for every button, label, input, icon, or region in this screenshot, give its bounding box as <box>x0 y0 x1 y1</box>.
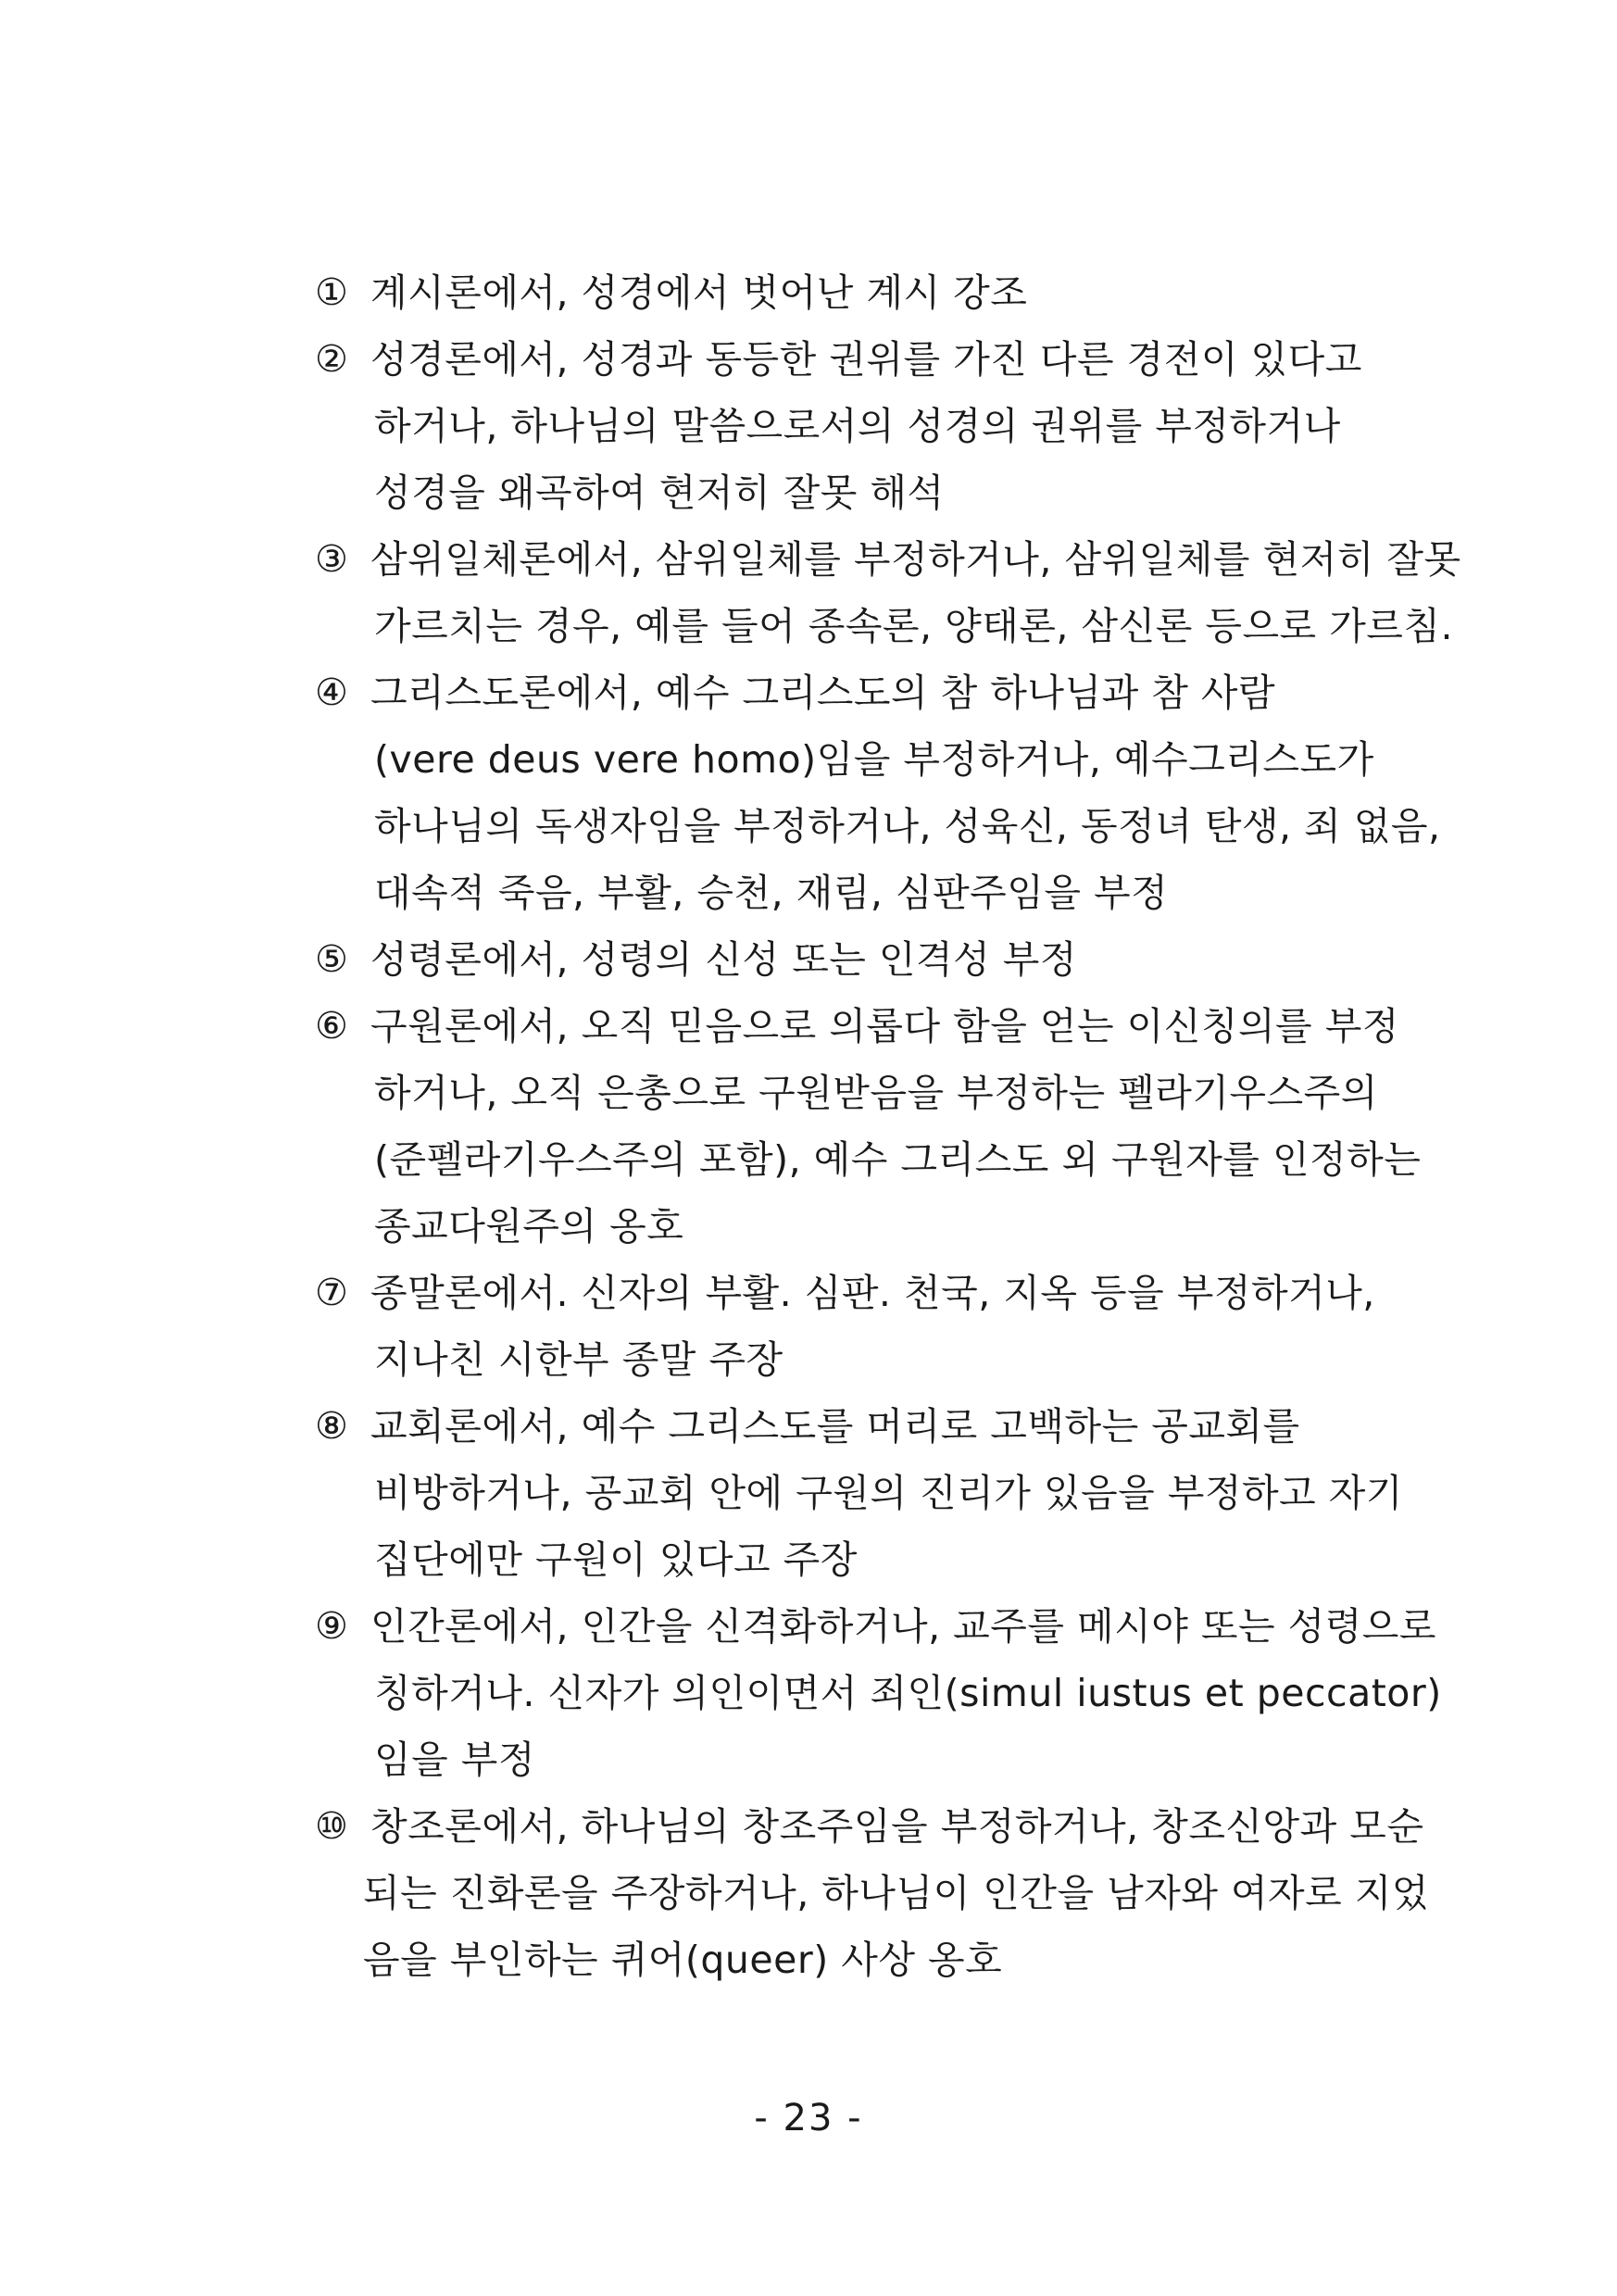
list-line <box>315 593 1454 659</box>
item-text: 임을 부정 <box>374 1738 535 1782</box>
item-marker: ③ <box>315 538 349 581</box>
list-item-4 <box>315 659 1441 926</box>
item-text: 성경론에서, 성경과 동등한 권위를 가진 다른 경전이 있다고 <box>370 337 1362 382</box>
list-line <box>315 526 1461 593</box>
list-line <box>315 1926 1398 1993</box>
item-text: (vere deus vere homo)임을 부정하거나, 예수그리스도가 <box>374 737 1374 782</box>
item-text: 하거나, 오직 은총으로 구원받음을 부정하는 펠라기우스주의 <box>374 1071 1378 1115</box>
item-text: 비방하거나, 공교회 안에 구원의 진리가 있음을 부정하고 자기 <box>374 1471 1403 1515</box>
item-marker: ⑥ <box>315 1005 349 1048</box>
list-line <box>315 1393 1398 1460</box>
item-text: 하나님의 독생자임을 부정하거나, 성육신, 동정녀 탄생, 죄 없음, <box>374 804 1441 848</box>
item-text: 하거나, 하나님의 말씀으로서의 성경의 권위를 부정하거나 <box>374 404 1341 448</box>
item-text: 칭하거나. 신자가 의인이면서 죄인(simul iustus et peccator) <box>374 1671 1442 1715</box>
item-text: 구원론에서, 오직 믿음으로 의롭다 함을 얻는 이신칭의를 부정 <box>370 1004 1399 1048</box>
list-line <box>315 726 1398 793</box>
list-line <box>315 793 1441 859</box>
item-text: 지나친 시한부 종말 주장 <box>374 1337 783 1382</box>
item-text: 그리스도론에서, 예수 그리스도의 참 하나님과 참 사람 <box>370 671 1276 715</box>
list-line <box>315 1660 1442 1726</box>
list-line <box>315 459 1398 526</box>
item-text: 종교다원주의 옹호 <box>374 1204 684 1248</box>
item-text: (준펠라기우스주의 포함), 예수 그리스도 외 구원자를 인정하는 <box>374 1137 1422 1182</box>
item-text: 계시론에서, 성경에서 벗어난 계시 강조 <box>370 270 1028 315</box>
item-marker: ⑤ <box>315 938 349 981</box>
list-item-6 <box>315 993 1422 1260</box>
list-line <box>315 1860 1430 1926</box>
list-line <box>315 1326 1398 1393</box>
list-line <box>315 1526 1398 1593</box>
list-line <box>315 1193 1398 1260</box>
item-text: 창조론에서, 하나님의 창조주임을 부정하거나, 창조신앙과 모순 <box>370 1804 1424 1849</box>
list-item-8 <box>315 1393 1403 1593</box>
item-text: 성령론에서, 성령의 신성 또는 인격성 부정 <box>370 937 1077 982</box>
page-number: - 23 - <box>754 2097 863 2139</box>
list-line <box>315 1726 1398 1793</box>
list-line <box>315 259 1398 326</box>
item-marker: ④ <box>315 671 349 714</box>
list-item-1 <box>315 259 1398 326</box>
item-text: 가르치는 경우, 예를 들어 종속론, 양태론, 삼신론 등으로 가르침. <box>374 604 1454 648</box>
list-line <box>315 993 1398 1060</box>
list-item-2 <box>315 326 1398 526</box>
item-text: 인간론에서, 인간을 신격화하거나, 교주를 메시야 또는 성령으로 <box>370 1604 1437 1649</box>
list-line <box>315 1793 1424 1860</box>
list-item-7 <box>315 1260 1398 1393</box>
item-text: 교회론에서, 예수 그리스도를 머리로 고백하는 공교회를 <box>370 1404 1300 1449</box>
item-marker: ② <box>315 338 349 381</box>
list-line <box>315 926 1398 993</box>
list-line <box>315 1260 1398 1326</box>
item-text: 음을 부인하는 퀴어(queer) 사상 옹호 <box>363 1938 1003 1982</box>
item-marker: ① <box>315 271 349 314</box>
list-item-9 <box>315 1593 1442 1793</box>
item-text: 성경을 왜곡하여 현저히 잘못 해석 <box>374 470 945 515</box>
list-line <box>315 393 1398 459</box>
item-text: 삼위일체론에서, 삼위일체를 부정하거나, 삼위일체를 현저히 잘못 <box>370 537 1461 582</box>
list-line <box>315 326 1398 393</box>
item-text: 집단에만 구원이 있다고 주장 <box>374 1537 858 1582</box>
list-line <box>315 1460 1403 1526</box>
item-marker: ⑩ <box>315 1805 349 1848</box>
list-item-10 <box>315 1793 1430 1993</box>
list-line <box>315 1060 1398 1126</box>
item-marker: ⑨ <box>315 1605 349 1648</box>
item-marker: ⑧ <box>315 1405 349 1448</box>
item-text: 대속적 죽음, 부활, 승천, 재림, 심판주임을 부정 <box>374 871 1169 915</box>
list-line <box>315 1126 1422 1193</box>
item-marker: ⑦ <box>315 1272 349 1314</box>
list-item-5 <box>315 926 1398 993</box>
item-text: 종말론에서. 신자의 부활. 심판. 천국, 지옥 등을 부정하거나, <box>370 1271 1375 1315</box>
list-line <box>315 659 1398 726</box>
item-text: 되는 진화론을 주장하거나, 하나님이 인간을 남자와 여자로 지었 <box>363 1871 1430 1915</box>
list-line <box>315 1593 1437 1660</box>
list-line <box>315 859 1398 926</box>
list-item-3 <box>315 526 1461 659</box>
